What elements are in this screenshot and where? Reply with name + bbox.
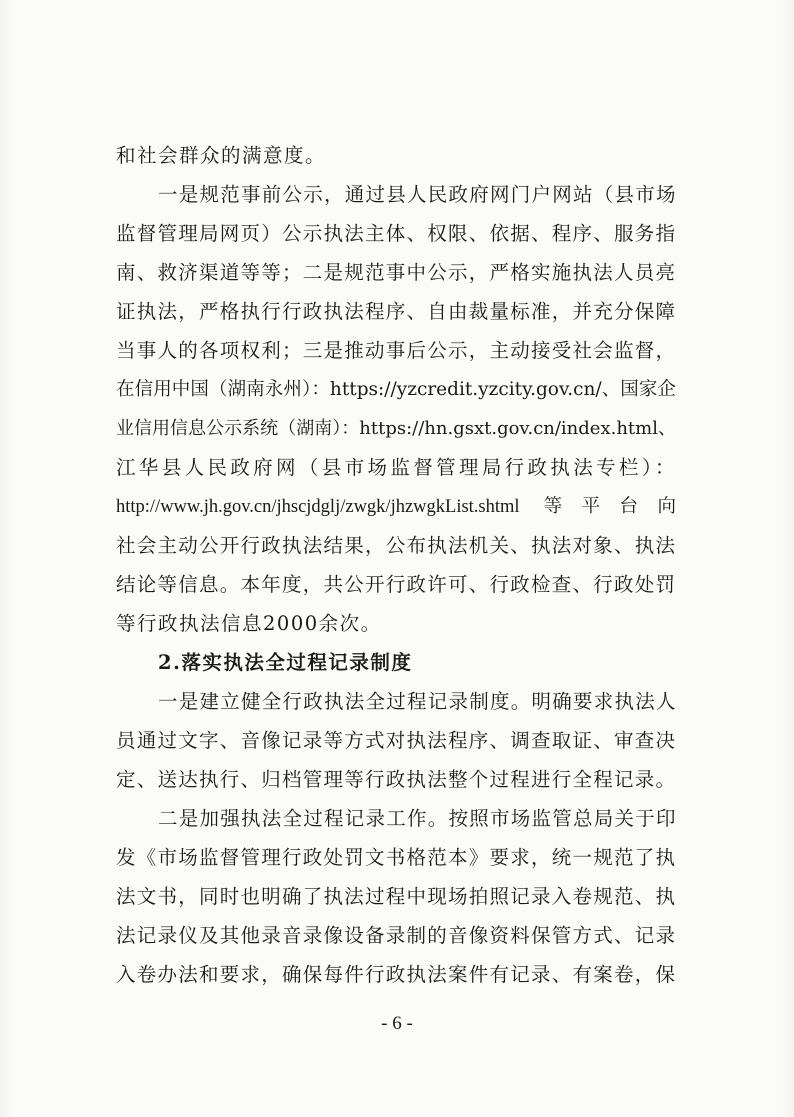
text-line: 监督管理局网页）公示执法主体、权限、依据、程序、服务指 [116, 222, 677, 245]
text-line: 等行政执法信息2000余次。 [116, 612, 382, 635]
text-line-url: 在信用中国（湖南永州）：https://yzcredit.yzcity.gov.cn/、国家企 [116, 379, 676, 400]
section-heading: 2.落实执法全过程记录制度 [158, 651, 413, 674]
text-line: 证执法，严格执行行政执法程序、自由裁量标准，并充分保障 [116, 300, 677, 323]
text-line-url: 业信用信息公示系统（湖南）：https://hn.gsxt.gov.cn/index.html、 [116, 418, 676, 439]
text-line: 入卷办法和要求，确保每件行政执法案件有记录、有案卷，保 [116, 963, 677, 986]
text-line: 发《市场监督管理行政处罚文书格范本》要求，统一规范了执 [116, 846, 677, 869]
paragraph-start-line: 一是规范事前公示，通过县人民政府网门户网站（县市场 [158, 183, 677, 206]
text-line: 和社会群众的满意度。 [116, 144, 327, 167]
text-line-url: http://www.jh.gov.cn/jhscjdglj/zwgk/jhzwgkList.shtml 等平台向 [116, 497, 676, 517]
page-number: - 6 - [381, 1013, 413, 1034]
text-line: 结论等信息。本年度，共公开行政许可、行政检查、行政处罚 [116, 573, 677, 596]
paragraph-start-line: 一是建立健全行政执法全过程记录制度。明确要求执法人 [158, 690, 677, 713]
text-line: 法文书，同时也明确了执法过程中现场拍照记录入卷规范、执 [116, 885, 677, 908]
text-line: 社会主动公开行政执法结果，公布执法机关、执法对象、执法 [116, 534, 677, 557]
text-line: 当事人的各项权利；三是推动事后公示，主动接受社会监督， [116, 339, 677, 362]
text-line: 南、救济渠道等等；二是规范事中公示，严格实施执法人员亮 [116, 261, 677, 284]
text-line: 员通过文字、音像记录等方式对执法程序、调查取证、审查决 [116, 729, 677, 752]
text-line: 定、送达执行、归档管理等行政执法整个过程进行全程记录。 [116, 768, 677, 791]
paragraph-start-line: 二是加强执法全过程记录工作。按照市场监管总局关于印 [158, 807, 677, 830]
text-line: 江华县人民政府网（县市场监督管理局行政执法专栏）： [116, 456, 676, 479]
text-line: 法记录仪及其他录音录像设备录制的音像资料保管方式、记录 [116, 924, 677, 947]
